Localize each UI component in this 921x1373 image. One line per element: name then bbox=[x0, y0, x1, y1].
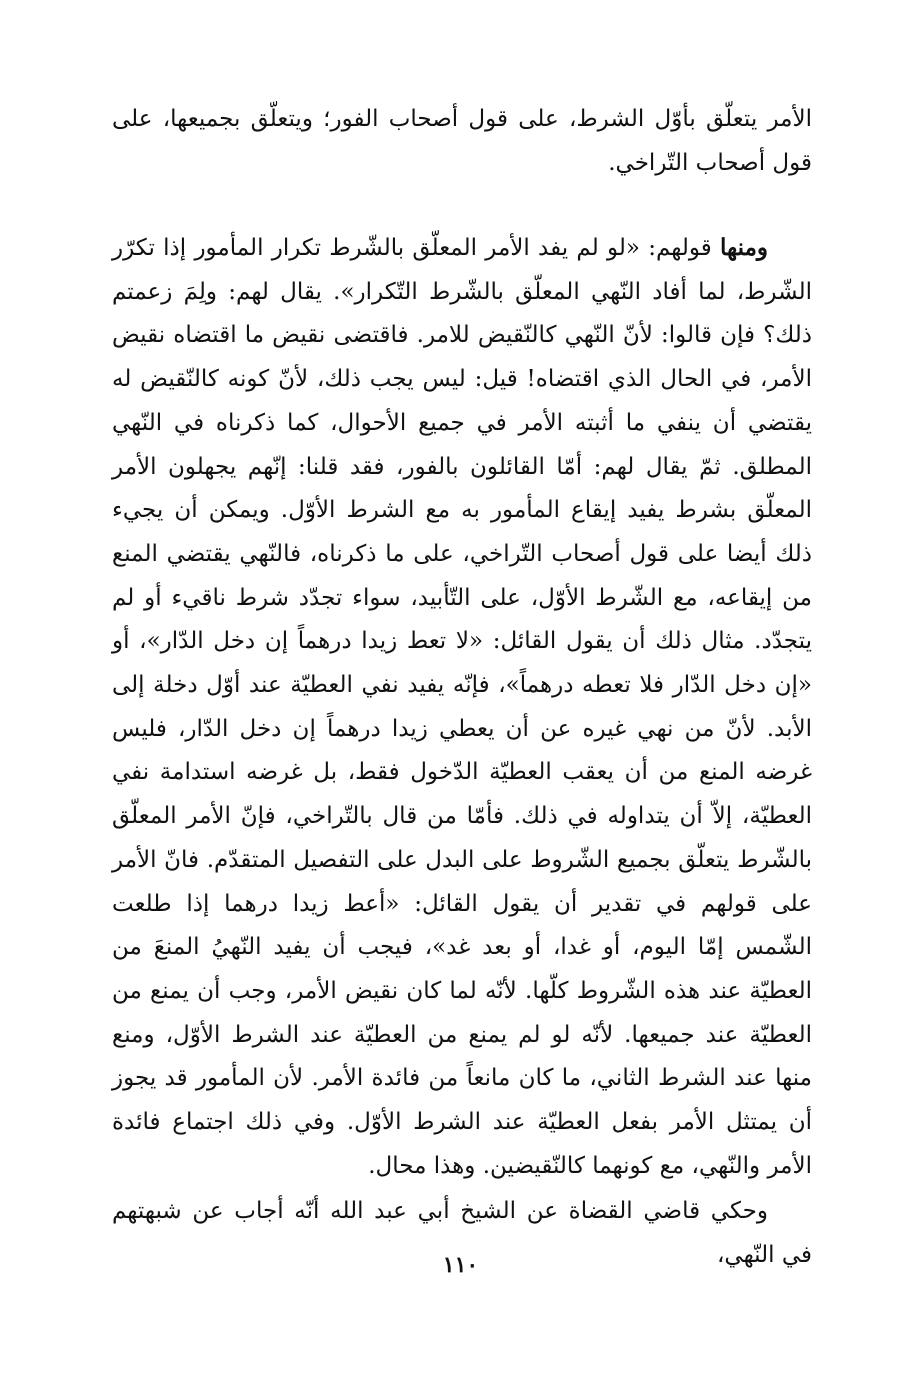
paragraph-text: قولهم: «لو لم يفد الأمر المعلّق بالشّرط تكرار المأمور إذا تكرّر الشّرط، لما أفاد النّهي المعلّق بالشّرط التّكرار». يقال لهم: ولِمَ زعمتم ذلك؟ فإن قالوا: لأنّ النّهي كالنّقيض للامر. فاقتضى نقيض ما اقتضاه نقيض الأمر، في الحال الذي اقتضاه! قيل: ليس يجب ذلك، لأنّ كونه كالنّقيض له يقتضي أن ينفي ما أثبته الأمر في جميع الأحوال، كما ذكرناه في النّهي المطلق. ثمّ يقال لهم: أمّا القائلون بالفور، فقد قلنا: إنّهم يجهلون الأمر المعلّق بشرط يفيد إيقاع المأمور به مع الشرط الأوّل. ويمكن أن يجيء ذلك أيضا على قول أصحاب التّراخي، على ما ذكرناه، فالنّهي يقتضي المنع من إيقاعه، مع الشّرط الأوّل، على التّأبيد، سواء تجدّد شرط ناقيء أو لم يتجدّد. مثال ذلك أن يقول القائل: «لا تعط زيدا درهماً إن دخل الدّار»، أو «إن دخل الدّار فلا تعطه درهماً»، فإنّه يفيد نفي العطيّة عند أوّل دخلة إلى الأبد. لأنّ من نهي غيره عن أن يعطي زيدا درهماً إن دخل الدّار، فليس غرضه المنع من أن يعقب العطيّة الدّخول فقط، بل غرضه استدامة نفي العطيّة، إلاّ أن يتداوله في ذلك. فأمّا من قال بالتّراخي، فإنّ الأمر المعلّق بالشّرط يتعلّق بجميع الشّروط على البدل على التفصيل المتقدّم. فانّ الأمر على قولهم في تقدير أن يقول القائل: «أعط زيدا درهما إذا طلعت الشّمس إمّا اليوم، أو غدا، أو بعد غد»، فيجب أن يفيد النّهيُ المنعَ من العطيّة عند هذه الشّروط كلّها. لأنّه لما كان نقيض الأمر، وجب أن يمنع من العطيّة عند جميعها. لأنّه لو لم يمنع من العطيّة عند الشرط الأوّل، ومنع منها عند الشرط الثاني، ما كان مانعاً من فائدة الأمر. لأن المأمور قد يجوز أن يمتثل الأمر بفعل العطيّة عند الشرط الأوّل. وفي ذلك اجتماع فائدة الأمر والنّهي، مع كونهما كالنّقيضين. وهذا محال. bbox=[112, 235, 812, 1179]
paragraph-continuation bbox=[112, 98, 812, 185]
page-number: ١١٠ bbox=[442, 1252, 479, 1278]
paragraph-text: الأمر يتعلّق بأوّل الشرط، على قول أصحاب الفور؛ ويتعلّق بجميعها، على قول أصحاب التّراخي. bbox=[112, 106, 812, 176]
paragraph-lead-word: ومنها bbox=[720, 234, 768, 261]
paragraph-text: وحكي قاضي القضاة عن الشيخ أبي عبد الله أنّه أجاب عن شبهتهم في النّهي، bbox=[112, 1198, 812, 1268]
paragraph-main bbox=[112, 226, 812, 1188]
